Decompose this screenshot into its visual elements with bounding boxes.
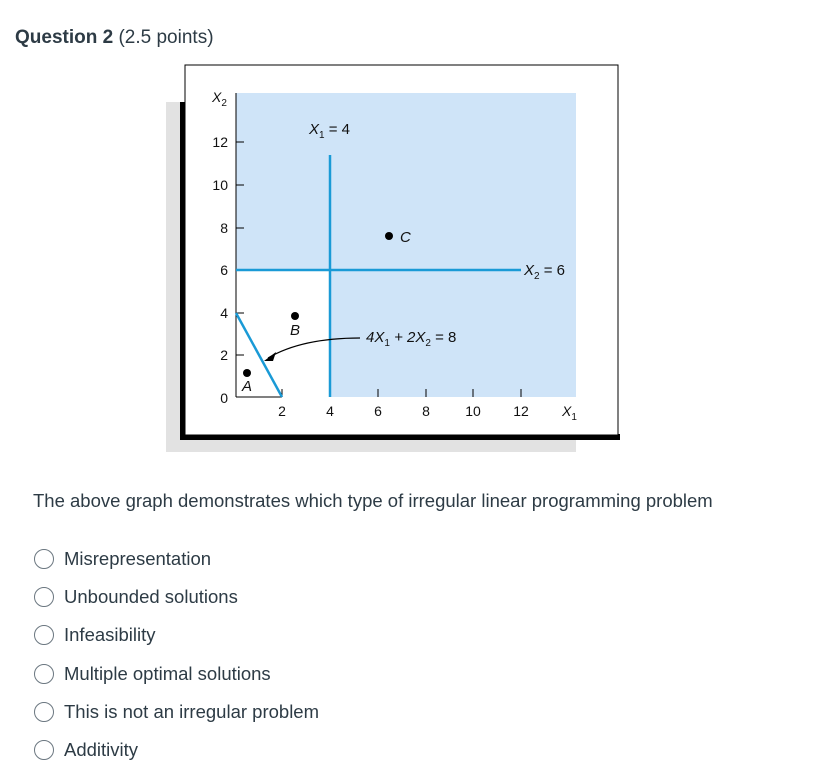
label-x2-rest: = 6	[539, 262, 566, 279]
answer-option[interactable]	[34, 540, 319, 578]
y-tick-label-0: 0	[220, 390, 228, 406]
y-tick-label-6: 6	[220, 262, 228, 278]
x-tick-label-4: 4	[326, 403, 334, 419]
point-c-dot	[385, 232, 393, 240]
point-a-dot	[243, 369, 251, 377]
point-c-label: C	[400, 229, 411, 246]
y-tick-label-10: 10	[212, 177, 228, 193]
x-tick-label-10: 10	[465, 403, 481, 419]
answer-option[interactable]	[34, 655, 319, 693]
label-line-sub1: 1	[384, 338, 390, 349]
radio-button[interactable]	[34, 587, 54, 607]
answer-label[interactable]: Unbounded solutions	[64, 586, 238, 608]
label-line-part2: + 2X	[389, 329, 426, 346]
lp-graph	[160, 60, 630, 460]
x-axis-title-subscript: 1	[571, 412, 577, 423]
answer-list	[34, 540, 319, 769]
y-tick-label-8: 8	[220, 220, 228, 236]
y-axis-title-subscript: 2	[221, 98, 227, 109]
answer-option[interactable]	[34, 578, 319, 616]
question-prompt: The above graph demonstrates which type of irregular linear programming problem	[33, 490, 713, 511]
point-a-label: A	[242, 378, 253, 395]
answer-label[interactable]: Multiple optimal solutions	[64, 662, 271, 684]
label-line-part3: = 8	[430, 329, 457, 346]
answer-label[interactable]: This is not an irregular problem	[64, 700, 319, 722]
question-title: Question 2	[15, 27, 114, 48]
answer-option[interactable]	[34, 731, 319, 769]
y-tick-label-4: 4	[220, 305, 228, 321]
x-tick-label-2: 2	[278, 403, 286, 419]
answer-label[interactable]: Misrepresentation	[64, 548, 212, 570]
answer-option[interactable]	[34, 616, 319, 654]
x-tick-label-6: 6	[374, 403, 382, 419]
question-header	[15, 27, 214, 49]
question-figure	[160, 60, 630, 460]
x-tick-label-12: 12	[513, 403, 529, 419]
label-x1-rest: = 4	[324, 121, 351, 138]
y-axis-title-base: X	[212, 89, 222, 105]
radio-button[interactable]	[34, 625, 54, 645]
label-line-sub2: 2	[425, 338, 431, 349]
x-axis-title-base: X	[562, 403, 572, 419]
point-b-dot	[291, 312, 299, 320]
label-x1-subscript: 1	[319, 130, 325, 141]
point-b-label: B	[290, 322, 301, 339]
answer-option[interactable]	[34, 693, 319, 731]
answer-label[interactable]: Additivity	[64, 739, 139, 761]
label-line-part1: 4X	[366, 329, 385, 346]
label-x2-subscript: 2	[534, 271, 540, 282]
radio-button[interactable]	[34, 549, 54, 569]
x-tick-label-8: 8	[422, 403, 430, 419]
answer-label[interactable]: Infeasibility	[64, 624, 156, 646]
label-x2-base: X	[524, 262, 535, 279]
y-tick-label-12: 12	[212, 134, 228, 150]
label-x1-base: X	[309, 121, 320, 138]
y-tick-label-2: 2	[220, 347, 228, 363]
radio-button[interactable]	[34, 740, 54, 760]
radio-button[interactable]	[34, 664, 54, 684]
question-points: (2.5 points)	[118, 27, 214, 48]
radio-button[interactable]	[34, 702, 54, 722]
